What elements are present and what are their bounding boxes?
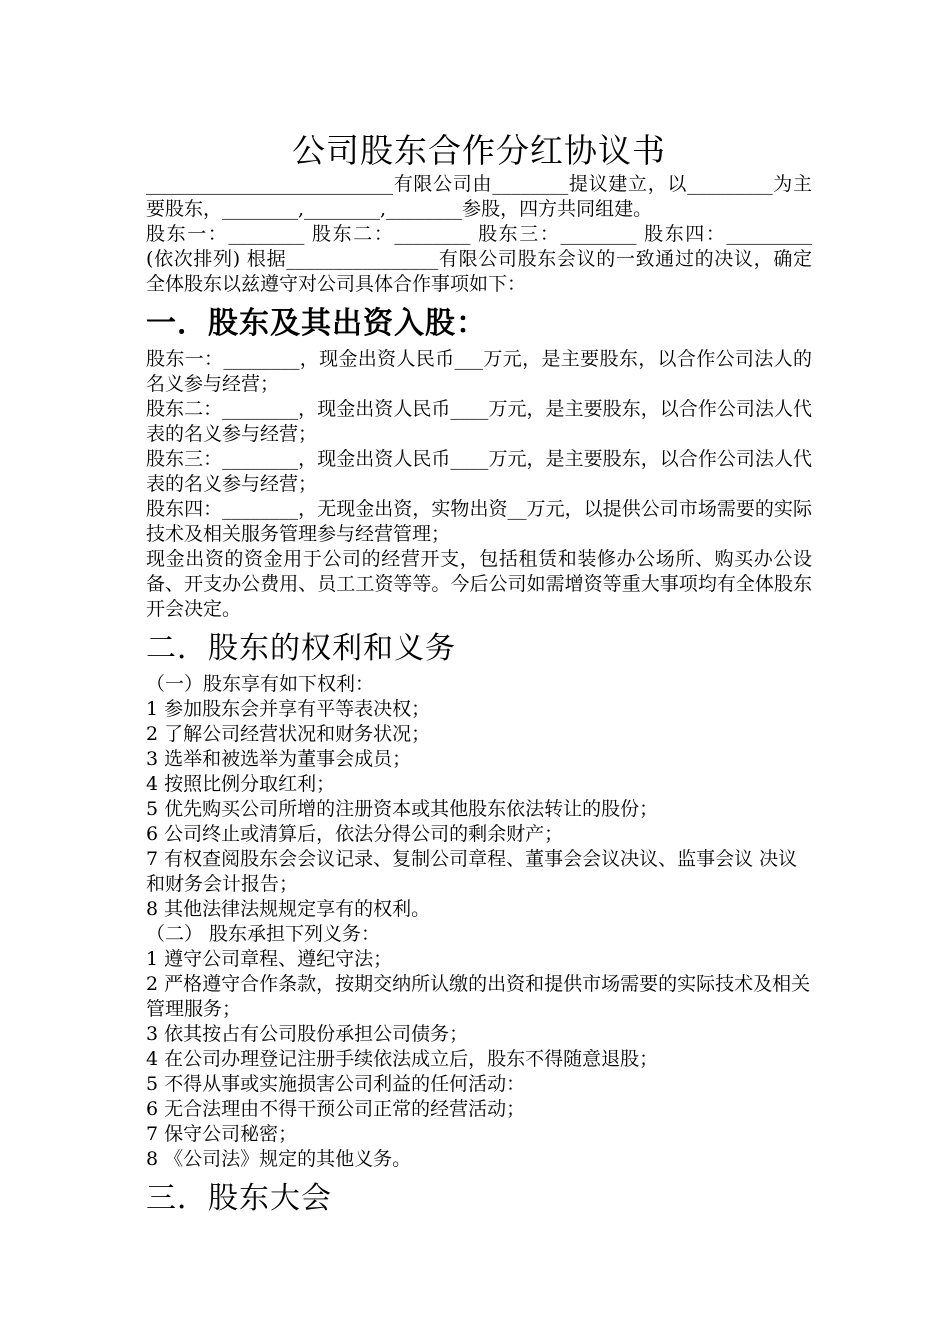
list-item: 5 不得从事或实施损害公司利益的任何活动：	[146, 1073, 526, 1095]
shareholder-paragraph: 股东三：________，现金出资人民币____万元，是主要股东，以合作公司法人代表的名义参与经营；	[146, 448, 812, 495]
list-item: 5 优先购买公司所增的注册资本或其他股东依法转让的股份；	[146, 798, 659, 820]
capital-paragraph: 现金出资的资金用于公司的经营开支，包括租赁和装修办公场所、购买办公设备、开支办公费用、员工工资等等。今后公司如需增资等重大事项均有全体股东开会决定。	[146, 548, 812, 620]
shareholder-paragraph: 股东二：________，现金出资人民币____万元，是主要股东，以合作公司法人代表的名义参与经营；	[146, 398, 812, 445]
intro-paragraph: __________________________有限公司由________提议建立，以_________为主要股东，________,________,________参股，四方共同组建。	[146, 173, 812, 220]
section-heading: 二．股东的权利和义务	[146, 631, 456, 666]
list-item: 8 其他法律法规规定享有的权利。	[146, 898, 431, 920]
rights-list	[146, 697, 812, 922]
list-item: 6 公司终止或清算后，依法分得公司的剩余财产；	[146, 823, 564, 845]
duties-list	[146, 947, 812, 1172]
intro-block	[146, 172, 812, 297]
list-item: 2 严格遵守合作条款，按期交纳所认缴的出资和提供市场需要的实际技术及相关管理服务；	[146, 973, 811, 1020]
document-title: 公司股东合作分红协议书	[292, 131, 666, 170]
shareholder-paragraph: 股东四：________，无现金出资，实物出资__万元，以提供公司市场需要的实际技术及相关服务管理参与经营管理；	[146, 498, 812, 545]
rights-title: （一）股东享有如下权利：	[146, 673, 375, 695]
list-item: 2 了解公司经营状况和财务状况；	[146, 723, 431, 745]
list-item: 4 按照比例分取红利；	[146, 773, 336, 795]
list-item: 1 遵守公司章程、遵纪守法；	[146, 948, 393, 970]
list-item: 3 依其按占有公司股份承担公司债务；	[146, 1023, 469, 1045]
list-item: 4 在公司办理登记注册手续依法成立后，股东不得随意退股；	[146, 1048, 659, 1070]
section-heading: 三．股东大会	[146, 1181, 332, 1216]
list-item: 7 保守公司秘密；	[146, 1123, 298, 1145]
section-heading: 一．股东及其出资入股：	[146, 306, 487, 341]
list-item: 7 有权查阅股东会会议记录、复制公司章程、董事会会议决议、监事会议 决议和财务会计报告；	[146, 848, 798, 895]
list-item: 8 《公司法》规定的其他义务。	[146, 1148, 412, 1170]
duties-title: （二） 股东承担下列义务：	[146, 923, 381, 945]
list-item: 1 参加股东会并享有平等表决权；	[146, 698, 431, 720]
shareholder-paragraph: 股东一：________，现金出资人民币___万元，是主要股东，以合作公司法人的名义参与经营；	[146, 348, 812, 395]
document-content	[146, 128, 812, 1222]
list-item: 3 选举和被选举为董事会成员；	[146, 748, 412, 770]
list-item: 6 无合法理由不得干预公司正常的经营活动；	[146, 1098, 526, 1120]
intro-paragraph: 股东一：________ 股东二：________ 股东三：________ 股东四：_________ (依次排列) 根据________________有限公司股东会议的一致通过的决议，确定全体股东以兹遵守对公司具体合作事项如下：	[146, 223, 812, 295]
